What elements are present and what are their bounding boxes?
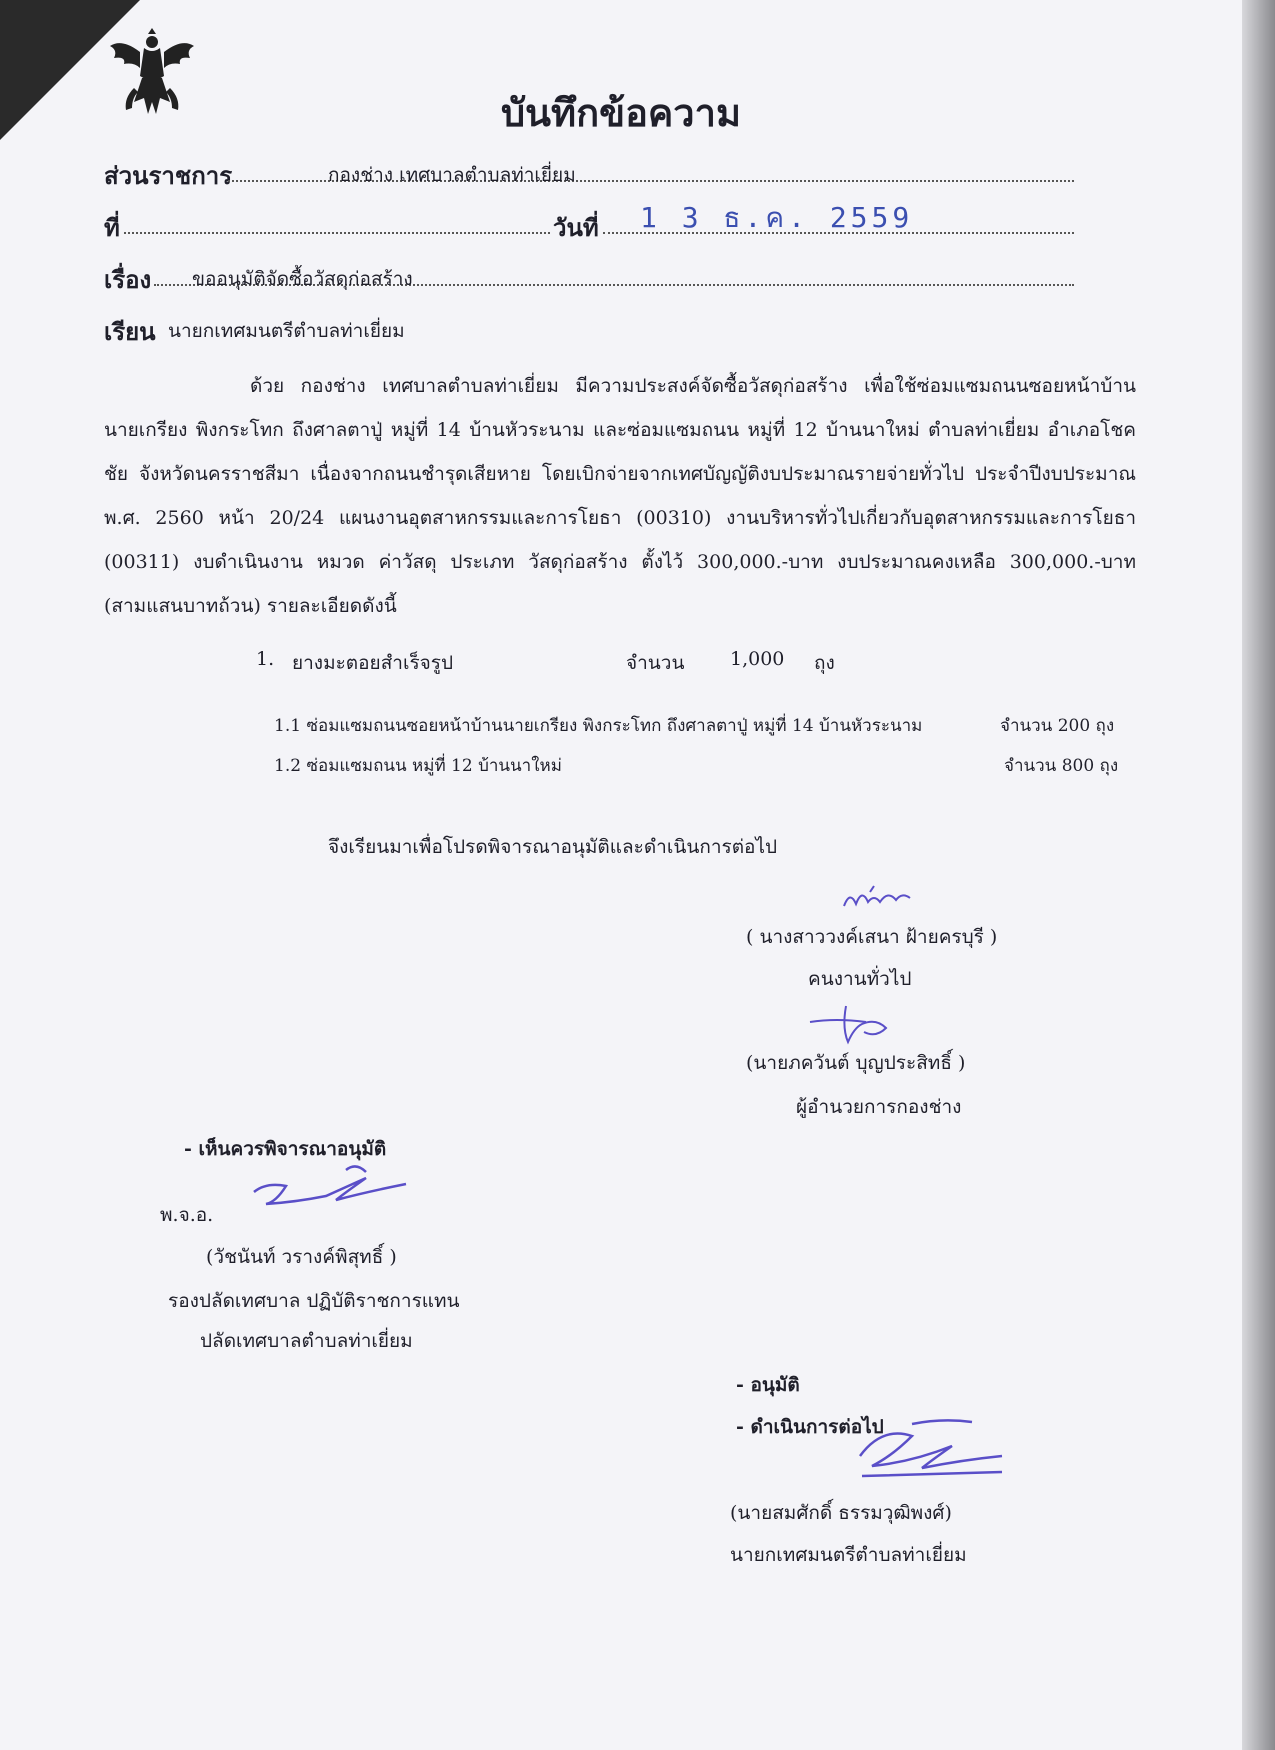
agency-value: กองช่าง เทศบาลตำบลท่าเยี่ยม — [328, 164, 576, 186]
signature-1 — [840, 882, 920, 914]
item-qty-label: จำนวน — [626, 652, 685, 674]
item-qty: 1,000 — [730, 648, 785, 670]
ref-dotted-line — [124, 232, 550, 234]
signer2-name: (นายภควันต์ บุญประสิทธิ์ ) — [746, 1052, 966, 1074]
subject-value: ขออนุมัติจัดซื้อวัสดุก่อสร้าง — [192, 268, 413, 290]
subitem-text: 1.1 ซ่อมแซมถนนซอยหน้าบ้านนายเกรียง พิงกระโทก ถึงศาลตาปู่ หมู่ที่ 14 บ้านหัวระนาม — [274, 716, 923, 736]
signer4-title: นายกเทศมนตรีตำบลท่าเยี่ยม — [730, 1544, 967, 1566]
body-line: ชัย จังหวัดนครราชสีมา เนื่องจากถนนชำรุดเสียหาย โดยเบิกจ่ายจากเทศบัญญัติงบประมาณรายจ่ายทั่วไป ประจำปีงบประมาณ — [104, 463, 1136, 485]
subitem-text: 1.2 ซ่อมแซมถนน หมู่ที่ 12 บ้านนาใหม่ — [274, 756, 562, 776]
folded-corner — [0, 0, 140, 140]
scanner-edge — [1242, 0, 1275, 1750]
body-line: ด้วย กองช่าง เทศบาลตำบลท่าเยี่ยม มีความประสงค์จัดซื้อวัสดุก่อสร้าง เพื่อใช้ซ่อมแซมถนนซอยหน้าบ้าน — [250, 375, 1136, 397]
date-stamp: 1 3 ธ.ค. 2559 — [640, 201, 914, 234]
item-unit: ถุง — [814, 652, 835, 674]
subitem-qty: จำนวน 200 ถุง — [1000, 716, 1115, 736]
signature-3 — [246, 1152, 416, 1212]
to-label: เรียน — [104, 317, 156, 346]
agency-label: ส่วนราชการ — [104, 161, 233, 190]
proceed-line: - ดำเนินการต่อไป — [736, 1416, 884, 1438]
body-line: (สามแสนบาทถ้วน) รายละเอียดดังนี้ — [104, 595, 397, 617]
opinion-line: - เห็นควรพิจารณาอนุมัติ — [184, 1138, 387, 1160]
signer3-title-1: รองปลัดเทศบาล ปฏิบัติราชการแทน — [168, 1290, 460, 1312]
item-name: ยางมะตอยสำเร็จรูป — [292, 652, 454, 674]
body-line: นายเกรียง พิงกระโทก ถึงศาลตาปู่ หมู่ที่ 14 บ้านหัวระนาม และซ่อมแซมถนน หมู่ที่ 12 บ้านนาใหม่ ตำบลท่าเยี่ยม อำเภอโชค — [104, 419, 1136, 441]
body-line: (00311) งบดำเนินงาน หมวด ค่าวัสดุ ประเภท วัสดุก่อสร้าง ตั้งไว้ 300,000.-บาท งบประมาณคงเหลือ 300,000.-บาท — [104, 551, 1136, 573]
body-paragraph — [104, 364, 1136, 628]
signer1-name: ( นางสาววงค์เสนา ฝ้ายครบุรี ) — [746, 926, 998, 948]
body-line: พ.ศ. 2560 หน้า 20/24 แผนงานอุตสาหกรรมและการโยธา (00310) งานบริหารทั่วไปเกี่ยวกับอุตสาหกรรมและการโยธา — [104, 507, 1136, 529]
signature-4 — [852, 1416, 1012, 1486]
item-number: 1. — [256, 648, 275, 670]
date-label: วันที่ — [553, 213, 599, 242]
approve-line: - อนุมัติ — [736, 1374, 800, 1396]
signature-2 — [806, 1002, 902, 1052]
to-value: นายกเทศมนตรีตำบลท่าเยี่ยม — [168, 320, 405, 342]
subitem-qty: จำนวน 800 ถุง — [1004, 756, 1119, 776]
signer4-name: (นายสมศักดิ์ ธรรมวุฒิพงศ์) — [730, 1502, 952, 1524]
signer2-title: ผู้อำนวยการกองช่าง — [796, 1096, 962, 1118]
signer3-name: (วัชนันท์ วรางค์พิสุทธิ์ ) — [206, 1246, 397, 1268]
signer1-title: คนงานทั่วไป — [808, 968, 912, 990]
signer3-title-2: ปลัดเทศบาลตำบลท่าเยี่ยม — [200, 1330, 413, 1352]
memo-title: บันทึกข้อความ — [500, 90, 742, 135]
rank-prefix: พ.จ.อ. — [160, 1204, 214, 1226]
subject-label: เรื่อง — [104, 265, 152, 294]
closing-line: จึงเรียนมาเพื่อโปรดพิจารณาอนุมัติและดำเนินการต่อไป — [328, 836, 778, 858]
ref-label: ที่ — [104, 213, 120, 242]
